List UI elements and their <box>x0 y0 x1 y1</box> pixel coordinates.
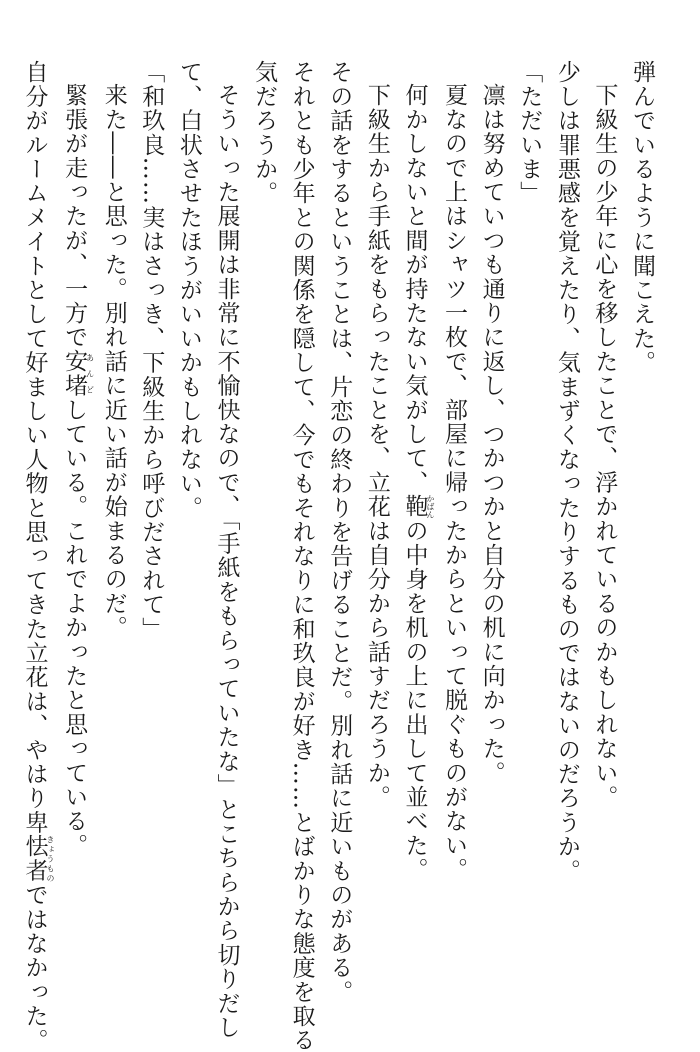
text-line: そういった展開は非常に不愉快なので、「手紙をもらっていたな」とこちらから切りだし <box>213 83 240 1040</box>
text-line: 気だろうか。 <box>251 60 278 206</box>
text-line: 弾んでいるように聞こえた。 <box>629 60 655 375</box>
text-line: 何かしないと間が持たない気がして、鞄かばんの中身を机の上に出して並べた。 <box>401 83 435 882</box>
text-line: 来た――と思った。別れ話に近い話が始まるのだ。 <box>100 83 127 640</box>
ruby-annotation: 怯者きょうもの <box>21 834 55 883</box>
text-line: て、白状させたほうがいいかもしれない。 <box>175 60 202 520</box>
text-line: 「和玖良……実はさっき、下級生から呼びだされて」 <box>138 60 165 641</box>
text-line: それとも少年との関係を隠して、今でもそれなりに和玖良が好き……とばかりな態度を取る <box>288 60 315 1052</box>
text-line: 下級生から手紙をもらったことを、立花は自分から話すだろうか。 <box>363 83 390 809</box>
text-line: その話をするということは、片恋の終わりを告げることだ。別れ話に近いものがある。 <box>326 60 353 1004</box>
vertical-text-body <box>15 60 660 1052</box>
text-line: 自分がルームメイトとして好ましい人物と思ってきた立花は、やはり卑怯者きょうものではなかった。 <box>21 60 55 1052</box>
ruby-annotation: 安堵あんど <box>61 349 95 398</box>
text-line: 凛は努めていつも通りに返し、つかつかと自分の机に向かった。 <box>478 83 505 785</box>
text-line: 少しは罪悪感を覚えたり、気まずくなったりするものではないのだろうか。 <box>553 60 580 883</box>
text-line: 緊張が走ったが、一方で安堵あんどしている。これでよかったと思っている。 <box>61 83 95 858</box>
text-line: 夏なので上はシャツ一枚で、部屋に帰ったからといって脱ぐものがない。 <box>441 83 468 882</box>
text-line: 下級生の少年に心を移したことで、浮かれているのかもしれない。 <box>591 83 618 809</box>
text-line: 「ただいま」 <box>516 60 543 206</box>
ruby-annotation: 鞄かばん <box>401 494 435 519</box>
